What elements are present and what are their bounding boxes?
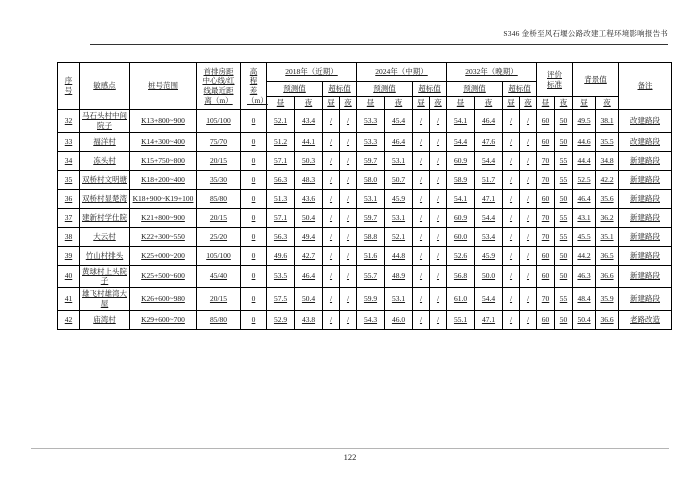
table-cell: / [430, 310, 447, 329]
table-cell: 新建路段 [619, 288, 672, 311]
table-cell: 45.9 [475, 246, 503, 265]
table-cell: / [413, 246, 430, 265]
table-cell: 50 [555, 310, 573, 329]
table-cell: 41 [58, 288, 80, 311]
subheader-predicted-2032: 预测值 [447, 82, 503, 97]
table-cell: / [413, 110, 430, 133]
table-cell: 53.4 [475, 227, 503, 246]
table-cell: / [503, 189, 520, 208]
table-cell: / [413, 170, 430, 189]
table-cell: 20/15 [197, 208, 241, 227]
table-row [58, 110, 672, 133]
table-cell: 37 [58, 208, 80, 227]
table-cell: / [413, 189, 430, 208]
subheader-day: 昼 [323, 97, 340, 110]
table-cell: 51.2 [267, 132, 295, 151]
table-cell: 50.3 [295, 151, 323, 170]
table-cell: 0 [241, 189, 267, 208]
table-cell: 50.4 [295, 288, 323, 311]
table-cell: 44.4 [573, 151, 596, 170]
subheader-exceed-2032: 超标值 [503, 82, 537, 97]
table-cell: / [430, 288, 447, 311]
table-cell: K25+500~600 [130, 265, 197, 288]
table-cell: / [520, 288, 537, 311]
table-cell: 55 [555, 170, 573, 189]
table-cell: 38.1 [596, 110, 619, 133]
table-cell: / [340, 288, 357, 311]
table-cell: / [503, 170, 520, 189]
table-cell: 46.4 [385, 132, 413, 151]
table-cell: / [503, 208, 520, 227]
table-cell: 50 [555, 265, 573, 288]
subheader-day: 昼 [267, 97, 295, 110]
table-cell: 60 [537, 110, 555, 133]
table-cell: 新建路段 [619, 227, 672, 246]
table-cell: 46.3 [573, 265, 596, 288]
subheader-night: 夜 [385, 97, 413, 110]
table-cell: / [323, 288, 340, 311]
table-cell: 42.7 [295, 246, 323, 265]
table-cell: / [413, 310, 430, 329]
table-cell: / [430, 110, 447, 133]
subheader-day: 昼 [503, 97, 520, 110]
table-cell: 50 [555, 189, 573, 208]
table-cell: 58.9 [447, 170, 475, 189]
table-cell: 61.0 [447, 288, 475, 311]
table-cell: 改建路段 [619, 110, 672, 133]
table-cell: / [430, 208, 447, 227]
table-cell: 39 [58, 246, 80, 265]
table-cell: 54.1 [447, 110, 475, 133]
table-cell: K29+600~700 [130, 310, 197, 329]
table-cell: / [503, 151, 520, 170]
table-cell: 52.6 [447, 246, 475, 265]
table-cell: 36.5 [596, 246, 619, 265]
table-cell: 60 [537, 132, 555, 151]
table-cell: 43.1 [573, 208, 596, 227]
table-cell: 0 [241, 288, 267, 311]
table-cell: / [520, 227, 537, 246]
table-cell: 70 [537, 227, 555, 246]
table-cell: 0 [241, 265, 267, 288]
table-cell: / [340, 110, 357, 133]
table-cell: 35/30 [197, 170, 241, 189]
table-cell: / [323, 310, 340, 329]
table-cell: 52.5 [573, 170, 596, 189]
table-cell: 55 [555, 151, 573, 170]
table-cell: K15+750~800 [130, 151, 197, 170]
table-cell: / [413, 265, 430, 288]
table-cell: 47.1 [475, 189, 503, 208]
table-cell: / [503, 132, 520, 151]
table-cell: / [430, 151, 447, 170]
table-cell: / [323, 151, 340, 170]
col-header-distance: 首排房距中心线/红线最近距离（m） [197, 63, 241, 110]
table-cell: 大云村 [80, 227, 130, 246]
table-cell: 雄飞村雄湾大屋 [80, 288, 130, 311]
subheader-predicted-2018: 预测值 [267, 82, 323, 97]
subheader-day: 昼 [537, 97, 555, 110]
table-cell: 70 [537, 151, 555, 170]
subheader-night: 夜 [520, 97, 537, 110]
table-cell: 58.8 [357, 227, 385, 246]
table-cell: / [520, 110, 537, 133]
table-cell: 53.3 [357, 132, 385, 151]
subheader-night: 夜 [340, 97, 357, 110]
table-cell: 福洋村 [80, 132, 130, 151]
footer-rule [31, 448, 669, 449]
table-cell: 35.6 [596, 189, 619, 208]
table-cell: 35.1 [596, 227, 619, 246]
subheader-day: 昼 [357, 97, 385, 110]
table-cell: 35.9 [596, 288, 619, 311]
table-cell: 38 [58, 227, 80, 246]
table-cell: 双桥村显楚湾 [80, 189, 130, 208]
table-cell: / [323, 227, 340, 246]
table-cell: 0 [241, 208, 267, 227]
table-row [58, 132, 672, 151]
table-cell: / [340, 132, 357, 151]
table-cell: K25+000~200 [130, 246, 197, 265]
table-cell: / [340, 310, 357, 329]
col-header-year-2018: 2018年（近期） [267, 63, 357, 82]
table-row [58, 189, 672, 208]
table-cell: 46.0 [385, 310, 413, 329]
table-cell: / [430, 132, 447, 151]
table-cell: / [323, 110, 340, 133]
table-cell: 60 [537, 310, 555, 329]
table-cell: 55.7 [357, 265, 385, 288]
table-cell: 52.1 [385, 227, 413, 246]
table-cell: / [413, 151, 430, 170]
table-cell: 50 [555, 246, 573, 265]
table-cell: 105/100 [197, 246, 241, 265]
table-cell: 46.4 [295, 265, 323, 288]
table-cell: 57.1 [267, 208, 295, 227]
noise-prediction-table [57, 62, 672, 330]
table-cell: / [503, 288, 520, 311]
table-cell: 50 [555, 110, 573, 133]
table-cell: / [340, 265, 357, 288]
table-cell: 36 [58, 189, 80, 208]
table-cell: 44.6 [573, 132, 596, 151]
table-cell: 36.6 [596, 265, 619, 288]
table-cell: / [413, 132, 430, 151]
table-cell: 新建路段 [619, 170, 672, 189]
subheader-night: 夜 [475, 97, 503, 110]
table-cell: 44.8 [385, 246, 413, 265]
table-cell: 57.1 [267, 151, 295, 170]
table-cell: 51.7 [475, 170, 503, 189]
table-row [58, 151, 672, 170]
table-cell: 改建路段 [619, 132, 672, 151]
table-cell: 60.0 [447, 227, 475, 246]
table-cell: 49.4 [295, 227, 323, 246]
table-cell: / [323, 246, 340, 265]
table-cell: 70 [537, 170, 555, 189]
table-cell: 老路改造 [619, 310, 672, 329]
table-cell: 53.3 [357, 110, 385, 133]
table-row [58, 310, 672, 329]
subheader-night: 夜 [430, 97, 447, 110]
table-cell: / [503, 310, 520, 329]
table-cell: 51.6 [357, 246, 385, 265]
table-cell: K21+800~900 [130, 208, 197, 227]
col-header-year-2024: 2024年（中期） [357, 63, 447, 82]
table-cell: 54.4 [447, 132, 475, 151]
table-cell: 50.4 [573, 310, 596, 329]
subheader-predicted-2024: 预测值 [357, 82, 413, 97]
table-cell: 54.4 [475, 208, 503, 227]
table-cell: 庙湾村 [80, 310, 130, 329]
subheader-exceed-2024: 超标值 [413, 82, 447, 97]
table-cell: / [323, 208, 340, 227]
table-cell: 36.2 [596, 208, 619, 227]
table-cell: 58.0 [357, 170, 385, 189]
table-cell: K26+600~980 [130, 288, 197, 311]
table-cell: 52.1 [267, 110, 295, 133]
table-cell: / [323, 132, 340, 151]
table-cell: 0 [241, 151, 267, 170]
subheader-day: 昼 [413, 97, 430, 110]
table-cell: 50 [555, 132, 573, 151]
table-cell: 55 [555, 227, 573, 246]
col-header-stake-range: 桩号范围 [130, 63, 197, 110]
table-cell: / [323, 189, 340, 208]
col-header-remark: 备注 [619, 63, 672, 110]
col-header-year-2032: 2032年（晚期） [447, 63, 537, 82]
table-cell: 53.5 [267, 265, 295, 288]
table-cell: / [340, 151, 357, 170]
page-number: 122 [343, 452, 357, 462]
table-cell: / [520, 310, 537, 329]
table-cell: / [430, 265, 447, 288]
table-cell: 52.9 [267, 310, 295, 329]
table-cell: 45.9 [385, 189, 413, 208]
table-cell: 48.3 [295, 170, 323, 189]
table-cell: / [430, 189, 447, 208]
table-cell: 黄球村上头院子 [80, 265, 130, 288]
table-cell: 50.0 [475, 265, 503, 288]
table-cell: / [520, 170, 537, 189]
table-cell: 36.6 [596, 310, 619, 329]
table-cell: 55.1 [447, 310, 475, 329]
table-cell: 85/80 [197, 310, 241, 329]
table-cell: 54.1 [447, 189, 475, 208]
col-header-eval-standard: 评价标准 [537, 63, 573, 97]
table-cell: 冻头村 [80, 151, 130, 170]
table-cell: 43.6 [295, 189, 323, 208]
table-cell: 34 [58, 151, 80, 170]
table-cell: 0 [241, 246, 267, 265]
table-cell: 新建路段 [619, 265, 672, 288]
table-cell: 0 [241, 110, 267, 133]
table-cell: / [430, 227, 447, 246]
table-cell: 70 [537, 208, 555, 227]
subheader-day: 昼 [447, 97, 475, 110]
table-cell: 55 [555, 288, 573, 311]
table-cell: 53.1 [357, 189, 385, 208]
table-cell: K18+200~400 [130, 170, 197, 189]
table-cell: / [503, 265, 520, 288]
table-cell: 75/70 [197, 132, 241, 151]
table-row [58, 208, 672, 227]
table-cell: K13+800~900 [130, 110, 197, 133]
table-cell: 50.4 [295, 208, 323, 227]
table-cell: / [340, 189, 357, 208]
table-cell: 44.2 [573, 246, 596, 265]
table-cell: 0 [241, 170, 267, 189]
table-cell: 50.7 [385, 170, 413, 189]
table-cell: 60 [537, 246, 555, 265]
subheader-exceed-2018: 超标值 [323, 82, 357, 97]
table-cell: 70 [537, 288, 555, 311]
table-cell: 双桥村文明塘 [80, 170, 130, 189]
table-cell: 105/100 [197, 110, 241, 133]
table-cell: 45/40 [197, 265, 241, 288]
table-cell: 49.6 [267, 246, 295, 265]
table-cell: 59.7 [357, 208, 385, 227]
table-cell: / [503, 110, 520, 133]
table-cell: 43.4 [295, 110, 323, 133]
table-row [58, 227, 672, 246]
table-cell: 54.3 [357, 310, 385, 329]
table-cell: 42.2 [596, 170, 619, 189]
table-cell: 53.1 [385, 151, 413, 170]
table-cell: / [430, 170, 447, 189]
table-cell: 57.5 [267, 288, 295, 311]
table-cell: K22+300~550 [130, 227, 197, 246]
table-cell: / [340, 170, 357, 189]
table-cell: K18+900~K19+100 [130, 189, 197, 208]
table-cell: 56.8 [447, 265, 475, 288]
table-cell: 新建路段 [619, 246, 672, 265]
table-cell: 33 [58, 132, 80, 151]
table-cell: 新建路段 [619, 208, 672, 227]
table-cell: 47.1 [475, 310, 503, 329]
table-cell: / [430, 246, 447, 265]
table-cell: 0 [241, 227, 267, 246]
table-cell: 竹山村排头 [80, 246, 130, 265]
table-cell: / [520, 132, 537, 151]
table-cell: 53.1 [385, 208, 413, 227]
table-cell: 47.6 [475, 132, 503, 151]
table-cell: 60 [537, 265, 555, 288]
table-row [58, 265, 672, 288]
table-cell: 46.4 [573, 189, 596, 208]
table-cell: / [413, 288, 430, 311]
header-rule [90, 44, 668, 45]
table-cell: 56.3 [267, 227, 295, 246]
table-cell: 新建路段 [619, 151, 672, 170]
table-cell: / [503, 227, 520, 246]
table-cell: 34.8 [596, 151, 619, 170]
table-cell: 32 [58, 110, 80, 133]
table-cell: K14+300~400 [130, 132, 197, 151]
table-cell: / [413, 208, 430, 227]
table-cell: 53.1 [385, 288, 413, 311]
table-cell: 42 [58, 310, 80, 329]
table-cell: 建新村学仕院 [80, 208, 130, 227]
table-cell: 59.9 [357, 288, 385, 311]
table-row [58, 170, 672, 189]
table-cell: 60 [537, 189, 555, 208]
table-cell: 25/20 [197, 227, 241, 246]
report-header-title: S346 金桥至风石堰公路改建工程环境影响报告书 [503, 29, 668, 38]
table-cell: 59.7 [357, 151, 385, 170]
table-cell: 60.9 [447, 208, 475, 227]
table-cell: 51.3 [267, 189, 295, 208]
table-cell: 46.4 [475, 110, 503, 133]
table-cell: 40 [58, 265, 80, 288]
table-cell: / [503, 246, 520, 265]
subheader-night: 夜 [596, 97, 619, 110]
table-cell: / [323, 265, 340, 288]
table-cell: / [520, 151, 537, 170]
table-body [58, 110, 672, 330]
table-cell: 49.5 [573, 110, 596, 133]
table-cell: 45.5 [573, 227, 596, 246]
table-cell: / [340, 208, 357, 227]
table-cell: / [323, 170, 340, 189]
table-cell: / [520, 265, 537, 288]
subheader-night: 夜 [295, 97, 323, 110]
col-header-elevation-diff: 高程差（m） [241, 63, 267, 110]
table-cell: 55 [555, 208, 573, 227]
table-cell: / [413, 227, 430, 246]
table-cell: 48.9 [385, 265, 413, 288]
table-cell: 44.1 [295, 132, 323, 151]
subheader-day: 昼 [573, 97, 596, 110]
table-cell: 56.3 [267, 170, 295, 189]
table-cell: 35.5 [596, 132, 619, 151]
col-header-seq: 序号 [58, 63, 80, 110]
table-cell: 0 [241, 132, 267, 151]
table-cell: 马石头村中间院子 [80, 110, 130, 133]
table-cell: 48.4 [573, 288, 596, 311]
table-cell: 45.4 [385, 110, 413, 133]
table-row [58, 288, 672, 311]
table-cell: 20/15 [197, 151, 241, 170]
table-cell: / [340, 227, 357, 246]
table-cell: 43.8 [295, 310, 323, 329]
table-cell: / [520, 189, 537, 208]
col-header-background: 背景值 [573, 63, 619, 97]
table-cell: 20/15 [197, 288, 241, 311]
table-cell: 60.9 [447, 151, 475, 170]
table-cell: 85/80 [197, 189, 241, 208]
table-row [58, 246, 672, 265]
table-cell: 54.4 [475, 288, 503, 311]
table-cell: 0 [241, 310, 267, 329]
table-cell: / [340, 246, 357, 265]
table-cell: / [520, 208, 537, 227]
subheader-night: 夜 [555, 97, 573, 110]
col-header-sensitive-point: 敏感点 [80, 63, 130, 110]
table-cell: 54.4 [475, 151, 503, 170]
table-cell: 新建路段 [619, 189, 672, 208]
table-cell: 35 [58, 170, 80, 189]
table-cell: / [520, 246, 537, 265]
